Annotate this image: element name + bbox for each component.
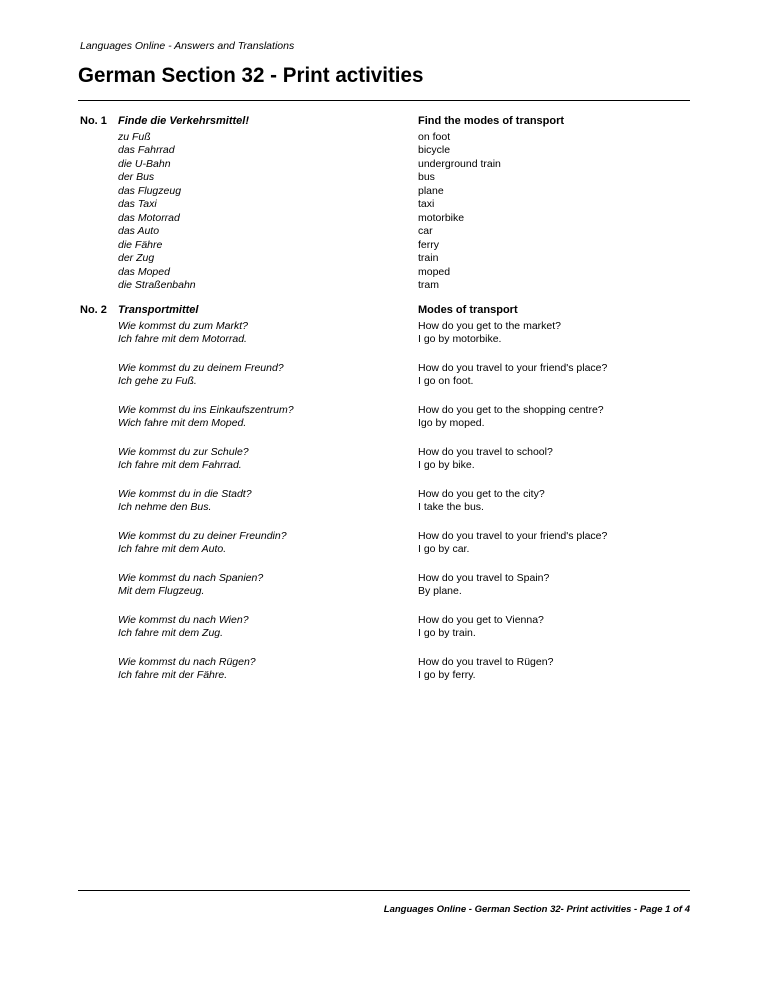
german-question: Wie kommst du nach Spanien? [118, 571, 264, 584]
german-vocab-item: der Zug [118, 252, 155, 264]
bottom-divider [78, 890, 690, 891]
english-vocab-item: taxi [418, 198, 435, 210]
english-vocab-item: bus [418, 171, 435, 183]
english-answer: I go by car. [418, 543, 470, 555]
german-vocab-item: das Motorrad [118, 211, 180, 224]
english-vocab-item: bicycle [418, 144, 451, 156]
german-answer: Ich fahre mit dem Zug. [118, 627, 224, 639]
german-vocab-item: das Taxi [118, 198, 157, 210]
german-qa-pair [118, 656, 378, 683]
german-vocab-item: die Straßenbahn [118, 279, 196, 291]
english-qa-pair [418, 362, 688, 389]
page-title: German Section 32 - Print activities [78, 64, 424, 87]
section-1-english-column [418, 115, 688, 293]
german-vocab-item: das Fahrrad [118, 144, 175, 156]
section-2-english-list [418, 320, 688, 683]
german-qa-pair [118, 614, 378, 641]
english-vocab-item: car [418, 225, 433, 237]
english-answer: Igo by moped. [418, 417, 485, 429]
english-question: How do you travel to Spain? [418, 571, 550, 584]
german-answer: Mit dem Flugzeug. [118, 585, 205, 597]
german-answer: Ich fahre mit der Fähre. [118, 669, 228, 681]
english-vocab-item: ferry [418, 238, 439, 251]
section-2-german-list [118, 320, 378, 683]
english-answer: By plane. [418, 585, 462, 597]
german-question: Wie kommst du zu deinem Freund? [118, 361, 284, 374]
english-answer: I go by motorbike. [418, 333, 502, 345]
english-qa-pair [418, 572, 688, 599]
section-2-english-column [418, 304, 688, 698]
section-1-number: No. 1 [80, 115, 107, 127]
english-qa-pair [418, 488, 688, 515]
english-qa-pair [418, 656, 688, 683]
english-question: How do you get to Vienna? [418, 613, 544, 626]
english-answer: I go on foot. [418, 375, 474, 387]
english-qa-pair [418, 404, 688, 431]
english-answer: I take the bus. [418, 501, 484, 513]
german-qa-pair [118, 530, 378, 557]
english-qa-pair [418, 614, 688, 641]
german-qa-pair [118, 362, 378, 389]
german-qa-pair [118, 320, 378, 347]
english-question: How do you travel to your friend's place? [418, 529, 608, 542]
page-footer: Languages Online - German Section 32- Print activities - Page 1 of 4 [383, 904, 690, 915]
english-vocab-item: underground train [418, 157, 501, 170]
german-vocab-item: das Auto [118, 225, 160, 237]
english-question: How do you get to the shopping centre? [418, 403, 604, 416]
english-answer: I go by train. [418, 627, 476, 639]
english-vocab-item: moped [418, 265, 451, 278]
german-answer: Ich fahre mit dem Auto. [118, 543, 227, 555]
top-divider [78, 100, 690, 101]
german-vocab-item: das Moped [118, 265, 170, 278]
german-question: Wie kommst du nach Wien? [118, 613, 249, 626]
german-answer: Wich fahre mit dem Moped. [118, 417, 247, 429]
english-qa-pair [418, 446, 688, 473]
german-vocab-item: die Fähre [118, 238, 163, 251]
german-answer: Ich nehme den Bus. [118, 501, 212, 513]
section-1-german-column [118, 115, 378, 293]
english-qa-pair [418, 530, 688, 557]
german-answer: Ich gehe zu Fuß. [118, 375, 197, 387]
german-question: Wie kommst du nach Rügen? [118, 655, 256, 668]
german-question: Wie kommst du in die Stadt? [118, 487, 252, 500]
english-vocab-item: tram [418, 279, 439, 291]
german-answer: Ich fahre mit dem Motorrad. [118, 333, 247, 345]
english-question: How do you travel to Rügen? [418, 655, 554, 668]
english-question: How do you get to the market? [418, 319, 561, 332]
english-answer: I go by bike. [418, 459, 475, 471]
english-question: How do you get to the city? [418, 487, 545, 500]
german-vocab-item: zu Fuß [118, 130, 151, 143]
section-1-english-heading: Find the modes of transport [418, 115, 565, 127]
section-2-german-heading: Transportmittel [118, 304, 199, 316]
german-answer: Ich fahre mit dem Fahrrad. [118, 459, 242, 471]
german-question: Wie kommst du zum Markt? [118, 319, 249, 332]
english-question: How do you travel to school? [418, 445, 553, 458]
section-1-english-list [418, 131, 688, 293]
english-vocab-item: on foot [418, 130, 451, 143]
german-question: Wie kommst du ins Einkaufszentrum? [118, 403, 294, 416]
german-question: Wie kommst du zu deiner Freundin? [118, 529, 287, 542]
english-answer: I go by ferry. [418, 669, 476, 681]
german-vocab-item: das Flugzeug [118, 184, 182, 197]
german-vocab-item: die U-Bahn [118, 157, 171, 170]
section-2-english-heading: Modes of transport [418, 304, 518, 316]
english-question: How do you travel to your friend's place? [418, 361, 608, 374]
german-qa-pair [118, 404, 378, 431]
english-vocab-item: plane [418, 184, 444, 197]
section-2-number: No. 2 [80, 304, 107, 316]
english-vocab-item: motorbike [418, 211, 465, 224]
section-2-german-column [118, 304, 378, 698]
german-qa-pair [118, 572, 378, 599]
page-header: Languages Online - Answers and Translations [80, 40, 295, 52]
german-vocab-item: der Bus [118, 171, 155, 183]
section-1-german-list [118, 131, 378, 293]
english-vocab-item: train [418, 252, 439, 264]
section-1-german-heading: Finde die Verkehrsmittel! [118, 115, 250, 127]
german-qa-pair [118, 488, 378, 515]
english-qa-pair [418, 320, 688, 347]
german-qa-pair [118, 446, 378, 473]
german-question: Wie kommst du zur Schule? [118, 445, 249, 458]
